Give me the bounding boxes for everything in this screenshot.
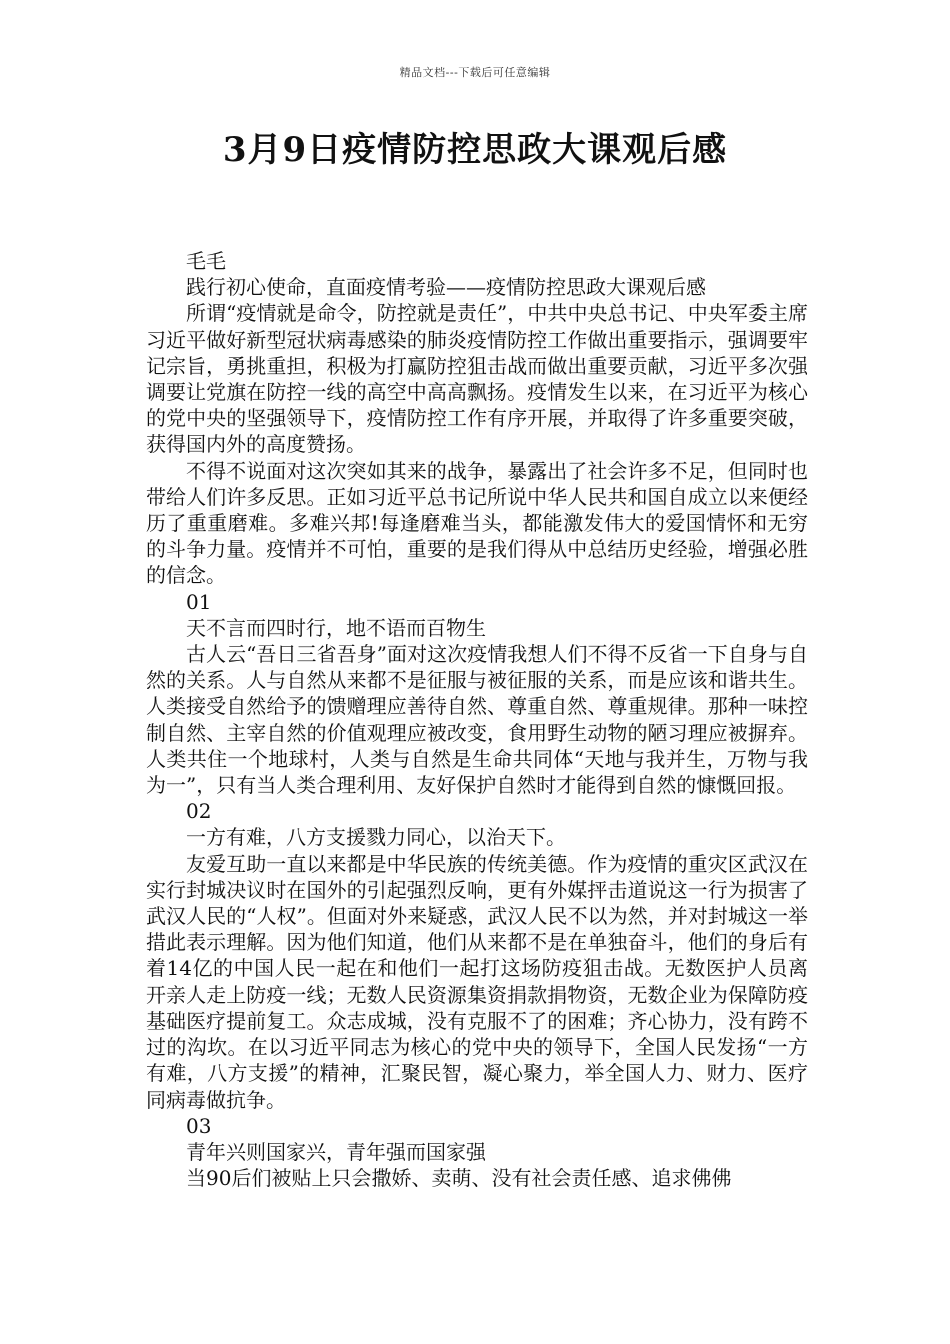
body-paragraph: 友爱互助一直以来都是中华民族的传统美德。作为疫情的重灾区武汉在实行封城决议时在国外的引起强烈反响，更有外媒抨击道说这一行为损害了武汉人民的“人权”。但面对外来疑惑，武汉人民不以为然，并对封城这一举措此表示理解。因为他们知道，他们从来都不是在单独奋斗，他们的身后有着14亿的中国人民一起在和他们一起打这场防疫狙击战。无数医护人员离开亲人走上防疫一线；无数人民资源集资捐款捐物资，无数企业为保障防疫基础医疗提前复工。众志成城，没有克服不了的困难；齐心协力，没有跨不过的沟坎。在以习近平同志为核心的党中央的领导下，全国人民发扬“一方有难，八方支援”的精神，汇聚民智，凝心聚力，举全国人力、财力、医疗同病毒做抗争。 (146, 851, 808, 1112)
body-paragraph: 不得不说面对这次突如其来的战争，暴露出了社会许多不足，但同时也带给人们许多反思。正如习近平总书记所说中华人民共和国自成立以来便经历了重重磨难。多难兴邦!每逢磨难当头，都能激发伟大的爱国情怀和无穷的斗争力量。疫情并不可怕，重要的是我们得从中总结历史经验，增强必胜的信念。 (146, 458, 808, 588)
document-title: 3月9日疫情防控思政大课观后感 (222, 130, 728, 170)
section-heading: 天不言而四时行，地不语而百物生 (186, 615, 486, 640)
header-note: 精品文档---下载后可任意编辑 (399, 66, 551, 79)
body-paragraph: 古人云“吾日三省吾身”面对这次疫情我想人们不得不反省一下自身与自然的关系。人与自然从来都不是征服与被征服的关系，而是应该和谐共生。人类接受自然给予的馈赠理应善待自然、尊重自然、尊重规律。那种一味控制自然、主宰自然的价值观理应被改变，食用野生动物的陋习理应被摒弃。人类共住一个地球村，人类与自然是生命共同体“天地与我并生，万物与我为一”，只有当人类合理利用、友好保护自然时才能得到自然的慷慨回报。 (146, 642, 808, 798)
body-paragraph: 所谓“疫情就是命令，防控就是责任”，中共中央总书记、中央军委主席习近平做好新型冠状病毒感染的肺炎疫情防控工作做出重要指示，强调要牢记宗旨，勇挑重担，积极为打赢防控狙击战而做出重要贡献，习近平多次强调要让党旗在防控一线的高空中高高飘扬。疫情发生以来，在习近平为核心的党中央的坚强领导下，疫情防控工作有序开展，并取得了许多重要突破，获得国内外的高度赞扬。 (146, 301, 808, 457)
author-line: 毛毛 (186, 249, 226, 273)
section-number: 01 (186, 589, 212, 614)
section-heading: 一方有难，八方支援戮力同心，以治天下。 (186, 825, 566, 850)
body-paragraph: 当90后们被贴上只会撒娇、卖萌、没有社会责任感、追求佛佛 (186, 1166, 732, 1191)
section-heading: 青年兴则国家兴，青年强而国家强 (186, 1139, 486, 1164)
section-number: 02 (186, 799, 212, 824)
document-body (146, 248, 808, 1191)
section-number: 03 (186, 1113, 212, 1138)
subtitle-line: 践行初心使命，直面疫情考验——疫情防控思政大课观后感 (186, 275, 706, 300)
